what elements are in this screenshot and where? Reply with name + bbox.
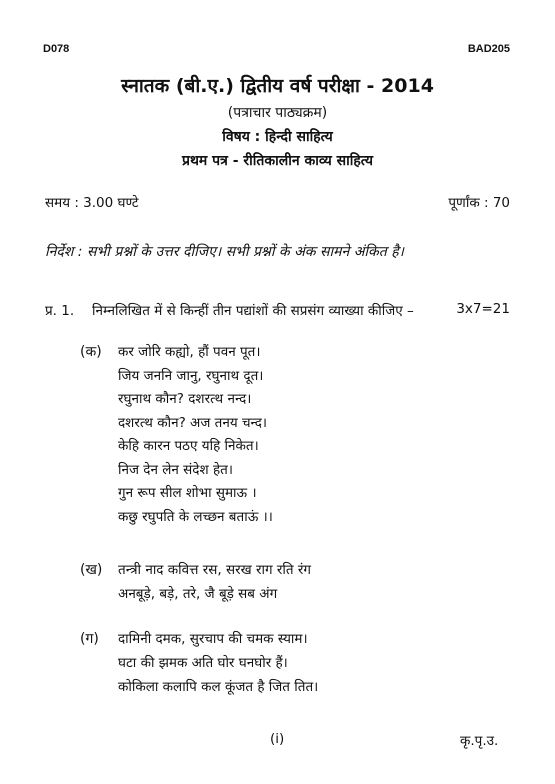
poem-line: दशरत्थ कौन? अज तनय चन्द। xyxy=(118,414,268,431)
poem-line: कोकिला कलापि कल कूंजत है जित तित। xyxy=(118,679,319,695)
question-marks: 3x7=21 xyxy=(456,301,510,317)
poem-line: अनबूड़े, बड़े, तरे, जै बूड़े सब अंग xyxy=(118,586,278,602)
poem-line: निज देन लेन संदेश हेत। xyxy=(118,461,233,478)
passage-label: (ख) xyxy=(80,562,103,578)
poem-line: दामिनी दमक, सुरचाप की चमक स्याम। xyxy=(118,631,308,647)
poem-line: तन्त्री नाद कवित्त रस, सरख राग रति रंग xyxy=(118,562,312,578)
exam-title: स्नातक (बी.ए.) द्वितीय वर्ष परीक्षा - 2014 xyxy=(121,75,434,97)
exam-subtitle: (पत्राचार पाठ्यक्रम) xyxy=(227,105,328,121)
poem-line: कछु रघुपति के लच्छन बताऊं ।। xyxy=(118,508,273,525)
exam-max-marks: पूर्णांक : 70 xyxy=(448,195,510,211)
exam-instruction: निर्देश : सभी प्रश्नों के उत्तर दीजिए। सभी प्रश्नों के अंक सामने अंकित है। xyxy=(45,244,404,260)
poem-line: गुन रूप सील शोभा सुमाऊ । xyxy=(118,485,257,501)
please-turn-over: कृ.पृ.उ. xyxy=(460,733,499,749)
paper-code-right: BAD205 xyxy=(467,43,510,55)
poem-line: केहि कारन पठए यहि निकेत। xyxy=(118,438,259,454)
paper-code-left: D078 xyxy=(43,43,70,55)
poem-line: रघुनाथ कौन? दशरत्थ नन्द। xyxy=(118,391,252,407)
exam-paper: प्रथम पत्र - रीतिकालीन काव्य साहित्य xyxy=(182,153,373,169)
question-text: निम्नलिखित में से किन्हीं तीन पद्यांशों की सप्रसंग व्याख्या कीजिए – xyxy=(92,303,414,319)
page-number: (i) xyxy=(270,731,285,747)
poem-line: कर जोरि कह्यो, हौं पवन पूत। xyxy=(118,344,261,360)
question-number: प्र. 1. xyxy=(45,303,75,319)
poem-line: घटा की झमक अति घोर घनघोर हैं। xyxy=(118,655,288,671)
exam-time: समय : 3.00 घण्टे xyxy=(45,195,139,211)
poem-line: जिय जननि जानु, रघुनाथ दूत। xyxy=(118,367,264,384)
passage-label: (ग) xyxy=(80,631,99,647)
passage-label: (क) xyxy=(80,344,102,360)
exam-subject: विषय : हिन्दी साहित्य xyxy=(222,129,333,145)
